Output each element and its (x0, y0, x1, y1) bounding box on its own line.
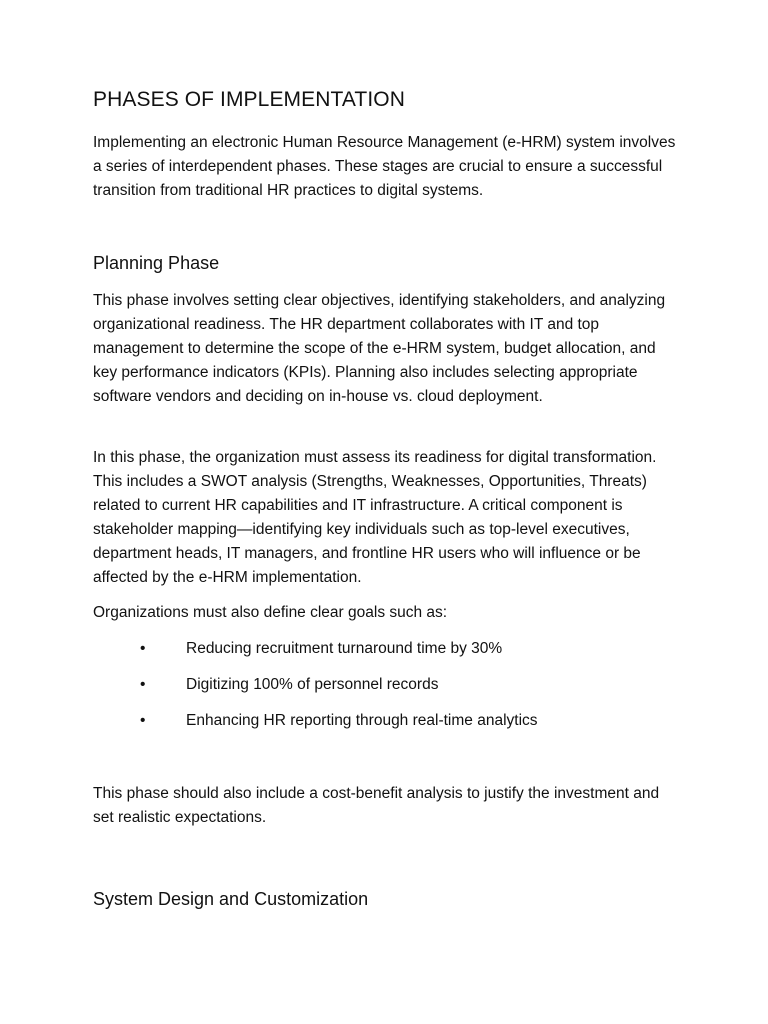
section-heading-system-design: System Design and Customization (93, 889, 369, 909)
planning-paragraph-2: In this phase, the organization must assess its readiness for digital transformation. This includes a SWOT analysis (Strengths, Weaknesses, Opportunities, Threats) related to current HR capabilities and IT infrastructure. A critical component is stakeholder mapping—identifying key individuals such as top-level executives, department heads, IT managers, and frontline HR users who will influence or be affected by the e-HRM implementation. (93, 449, 657, 586)
planning-paragraph-3: Organizations must also define clear goals such as: (93, 604, 448, 621)
section-heading-planning: Planning Phase (93, 253, 220, 273)
planning-paragraph-1: This phase involves setting clear objectives, identifying stakeholders, and analyzing organizational readiness. The HR department collaborates with IT and top management to determine the scope of the e-HRM system, budget allocation, and key performance indicators (KPIs). Planning also includes selecting appropriate software vendors and deciding on in-house vs. cloud deployment. (93, 292, 666, 405)
planning-closing-paragraph: This phase should also include a cost-benefit analysis to justify the investment and set realistic expectations. (93, 785, 660, 826)
bullet-text: Enhancing HR reporting through real-time analytics (186, 712, 538, 729)
bullet-icon: • (140, 676, 146, 693)
bullet-icon: • (140, 640, 146, 657)
bullet-list-item (93, 673, 683, 697)
document-title: PHASES OF IMPLEMENTATION (93, 88, 405, 111)
bullet-icon: • (140, 712, 146, 729)
intro-paragraph: Implementing an electronic Human Resource Management (e-HRM) system involves a series of interdependent phases. These stages are crucial to ensure a successful transition from traditional HR practices to digital systems. (93, 134, 676, 199)
bullet-text: Reducing recruitment turnaround time by 30% (186, 640, 503, 657)
bullet-list-item (93, 709, 683, 733)
bullet-text: Digitizing 100% of personnel records (186, 676, 439, 693)
bullet-list-item (93, 637, 683, 661)
